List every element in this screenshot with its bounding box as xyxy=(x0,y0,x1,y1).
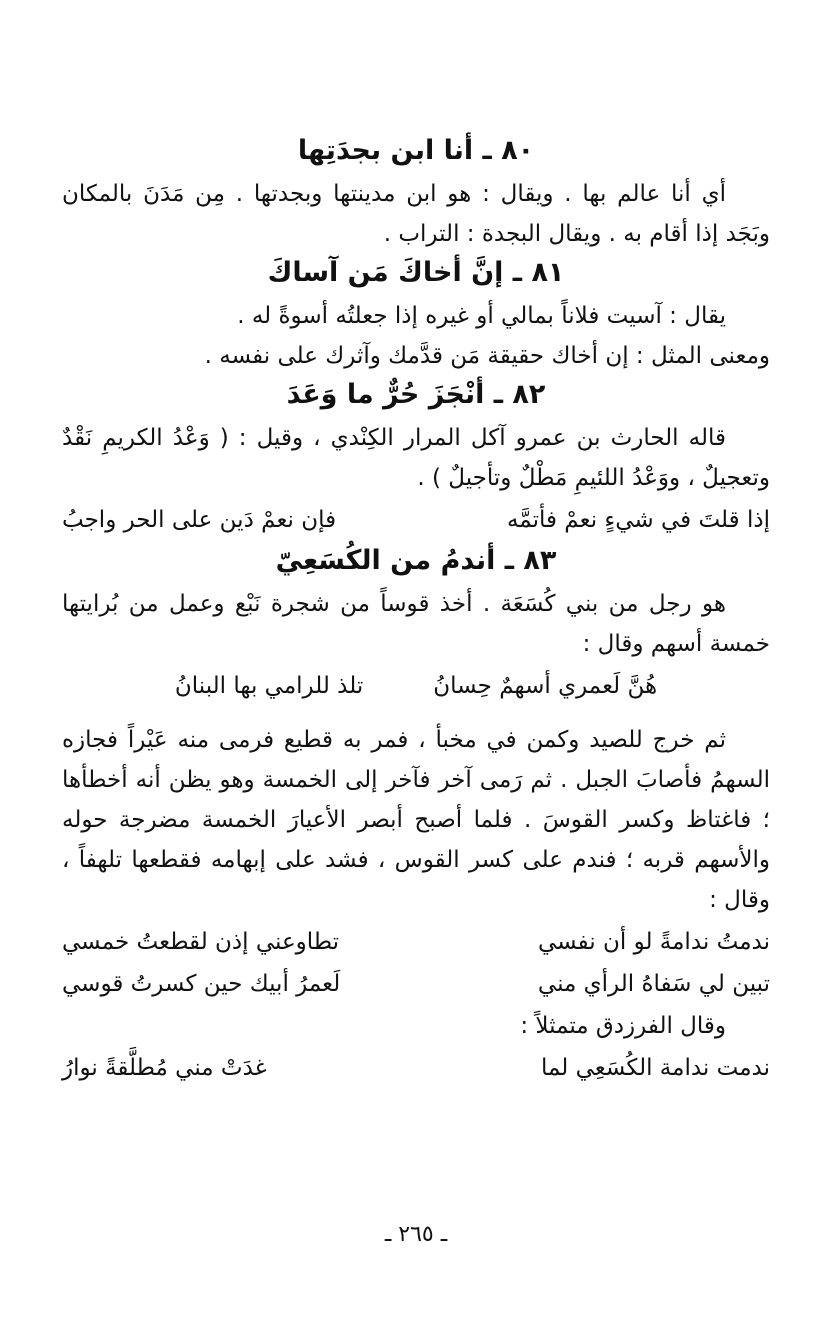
verse-first-hemistich: ندمت ندامة الكُسَعِي لما xyxy=(540,1055,770,1081)
section-heading-80: ٨٠ ـ أنا ابن بجدَتِها xyxy=(297,135,535,166)
section-82-verse xyxy=(62,500,770,540)
section-83-verse-1 xyxy=(62,666,770,706)
section-heading-81: ٨١ ـ إنَّ أخاكَ مَن آساكَ xyxy=(267,257,565,288)
section-83-paragraph-1: هو رجل من بني كُسَعَة . أخذ قوساً من شجرة نَبْع وعمل من بُرايتها خمسة أسهم وقال : xyxy=(62,591,770,657)
verse-first-hemistich: تبين لي سَفاهُ الرأي مني xyxy=(537,971,770,997)
verse-second-hemistich: فإن نعمْ دَين على الحر واجبُ xyxy=(62,507,337,533)
section-83-verse-2 xyxy=(62,922,770,962)
verse-first-hemistich: إذا قلتَ في شيءٍ نعمْ فأتمَّه xyxy=(506,507,770,533)
verse-second-hemistich: لَعمرُ أبيك حين كسرتُ قوسي xyxy=(62,971,341,997)
page-body xyxy=(62,132,770,1090)
section-83-paragraph-3: وقال الفرزدق متمثلاً : xyxy=(520,1013,726,1039)
verse-first-hemistich: ندمتُ ندامةً لو أن نفسي xyxy=(537,929,770,955)
section-83-verse-4 xyxy=(62,1048,770,1088)
section-81-paragraph-2: ومعنى المثل : إن أخاك حقيقة مَن قدَّمك وآثرك على نفسه . xyxy=(204,343,770,369)
section-83-paragraph-2: ثم خرج للصيد وكمن في مخبأ ، فمر به قطيع فرمى منه عَيْراً فجازه السهمُ فأصابَ الجبل . ثم رَمى آخر فآخر إلى الخمسة وهو يظن أنه أخطأها ؛ فاغتاظ وكسر القوسَ . فلما أصبح أبصر الأعيارَ الخمسة مضرجة حوله والأسهم قربه ؛ فندم على كسر القوس ، فشد على إبهامه فقطعها تلهفاً ، وقال : xyxy=(62,727,770,913)
page-number: ـ ٢٦٥ ـ xyxy=(384,1222,448,1247)
section-heading-82: ٨٢ ـ أنْجَزَ حُرٌّ ما وَعَدَ xyxy=(286,379,546,410)
section-80-paragraph: أي أنا عالم بها . ويقال : هو ابن مدينتها وبجدتها . مِن مَدَنَ بالمكان وبَجَد إذا أقام به . ويقال البجدة : التراب . xyxy=(62,181,770,247)
section-81-paragraph-1: يقال : آسيت فلاناً بمالي أو غيره إذا جعلتُه أسوةً له . xyxy=(237,303,726,329)
section-83-verse-3 xyxy=(62,964,770,1004)
spacer xyxy=(62,708,770,720)
verse-second-hemistich: غدَتْ مني مُطلَّقةً نوارُ xyxy=(62,1055,267,1081)
verse-second-hemistich: تلذ للرامي بها البنانُ xyxy=(174,673,364,699)
section-82-paragraph: قاله الحارث بن عمرو آكل المرار الكِنْدي ، وقيل : ( وَعْدُ الكريمِ نَقْدٌ وتعجيلٌ ، ووَعْدُ اللئيمِ مَطْلٌ وتأجيلٌ ) . xyxy=(62,425,770,491)
section-heading-83: ٨٣ ـ أندمُ من الكُسَعِيّ xyxy=(275,545,557,576)
verse-first-hemistich: هُنَّ لَعمري أسهمٌ حِسانُ xyxy=(433,673,658,699)
verse-second-hemistich: تطاوعني إذن لقطعتُ خمسي xyxy=(62,929,340,955)
